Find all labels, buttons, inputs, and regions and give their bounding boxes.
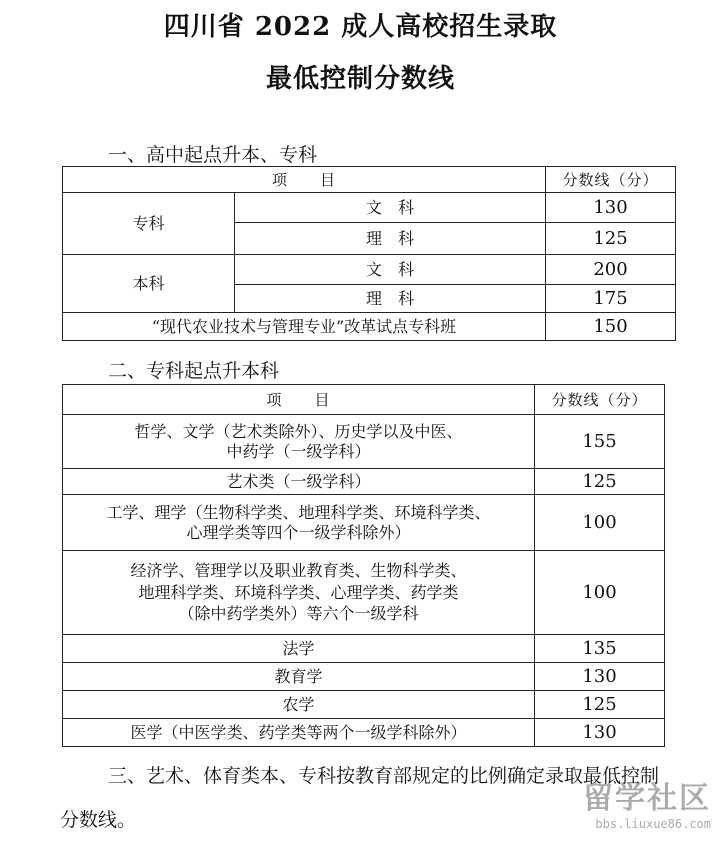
score-value: 100 [535,551,665,635]
score-value: 130 [546,193,676,223]
table-row [63,635,665,663]
score-value: 155 [535,415,665,469]
table-row [63,255,676,285]
table-header-row [63,385,665,415]
group-label: 专科 [63,193,235,255]
sub-label: 文 科 [235,193,546,223]
header-item: 项 目 [63,167,546,193]
item-label: 经济学、管理学以及职业教育类、生物科学类、 地理科学类、环境科学类、心理学类、药学类 （除中药学类外）等六个一级学科 [63,551,535,635]
item-label: 教育学 [63,663,535,691]
table-row [63,719,665,747]
section2-heading: 二、专科起点升本科 [108,360,280,382]
group-label: 本科 [63,255,235,313]
table-row [63,469,665,495]
item-label: 艺术类（一级学科） [63,469,535,495]
page-title: 四川省 2022 成人高校招生录取 [163,12,558,42]
score-value: 200 [546,255,676,285]
score-value: 135 [535,635,665,663]
score-value: 125 [546,223,676,255]
table-row [63,415,665,469]
section1-table [62,166,676,341]
section2-table [62,384,665,747]
table-row [63,313,676,341]
table-row [63,495,665,551]
page-subtitle: 最低控制分数线 [265,64,455,94]
header-score: 分数线（分） [546,167,676,193]
sub-label: 理 科 [235,285,546,313]
score-value: 100 [535,495,665,551]
note-paragraph: 三、艺术、体育类本、专科按教育部规定的比例确定录取最低控制分数线。 [60,765,660,831]
score-value: 125 [535,469,665,495]
score-value: 175 [546,285,676,313]
score-value: 130 [535,719,665,747]
header-item: 项 目 [63,385,535,415]
watermark-text: 留学社区 [583,781,711,816]
item-label: 哲学、文学（艺术类除外）、历史学以及中医、 中药学（一级学科） [63,415,535,469]
sub-label: 理 科 [235,223,546,255]
score-value: 150 [546,313,676,341]
item-label: 法学 [63,635,535,663]
watermark [583,773,711,831]
item-label: 医学（中医学类、药学类等两个一级学科除外） [63,719,535,747]
sub-label: 文 科 [235,255,546,285]
table-header-row [63,167,676,193]
score-value: 130 [535,663,665,691]
table-row [63,691,665,719]
table-row [63,663,665,691]
table-row [63,551,665,635]
item-label: “现代农业技术与管理专业”改革试点专科班 [63,313,546,341]
item-label: 农学 [63,691,535,719]
header-score: 分数线（分） [535,385,665,415]
watermark-url: bbs.liuxue86.com [595,817,711,831]
section1-heading: 一、高中起点升本、专科 [108,144,318,166]
score-value: 125 [535,691,665,719]
table-row [63,193,676,223]
item-label: 工学、理学（生物科学类、地理科学类、环境科学类、 心理学类等四个一级学科除外） [63,495,535,551]
